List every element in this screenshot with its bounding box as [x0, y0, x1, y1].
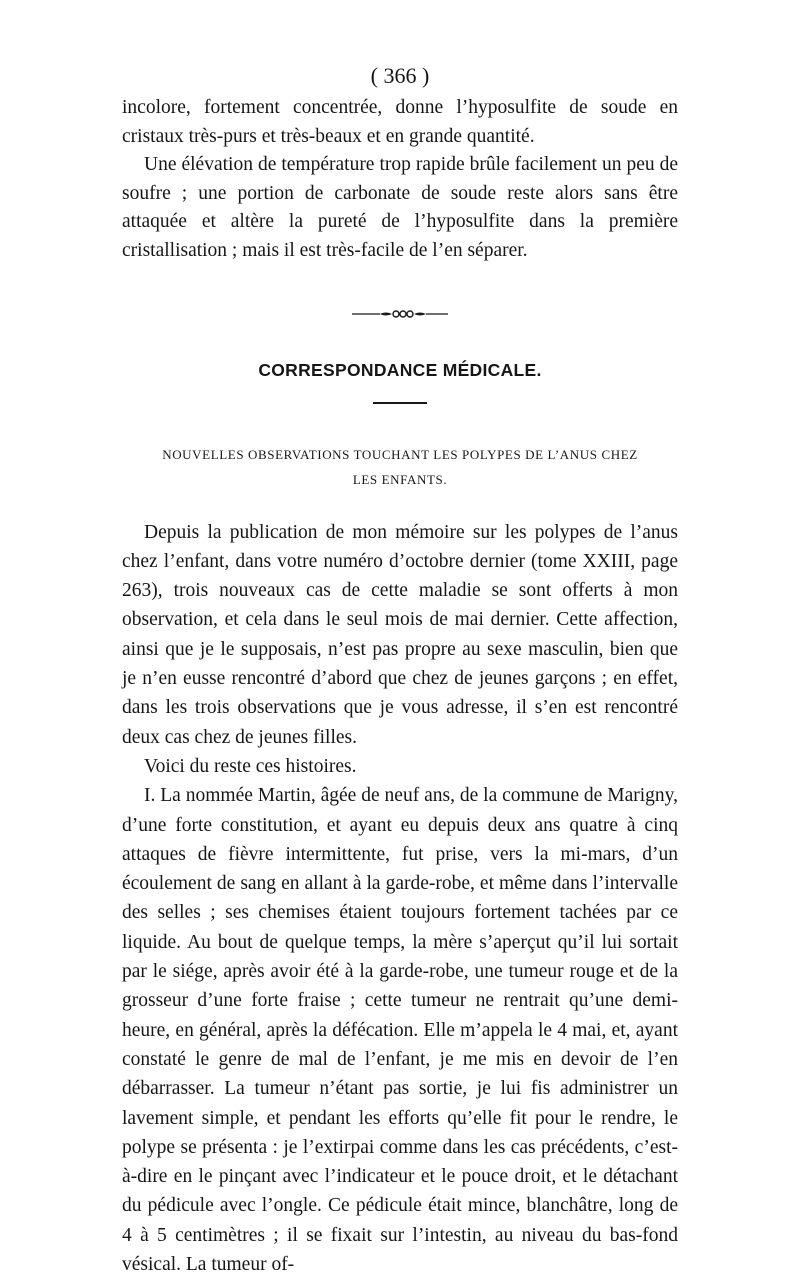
- section-rule: [373, 402, 427, 404]
- page: [122, 62, 678, 1279]
- article-title: [122, 442, 678, 492]
- body-paragraph-1: Depuis la publication de mon mémoire sur les polypes de l’anus chez l’enfant, dans votre numéro d’octobre dernier (tome XXIII, page 263), trois nouveaux cas de cette maladie se sont offerts à mon observation, et cela dans le seul mois de mai dernier. Cette affection, ainsi que je le supposais, n’est pas propre au sexe masculin, bien que je n’en eusse rencontré d’abord que chez de jeunes garçons ; en effet, dans les trois observations que je vous adresse, il s’en est rencontré deux cas chez de jeunes filles.: [122, 521, 678, 748]
- section-title: CORRESPONDANCE MÉDICALE.: [258, 359, 542, 380]
- body-paragraph-2: Voici du reste ces histoires.: [144, 755, 357, 777]
- intro-paragraph-2: Une élévation de température trop rapide brûle facilement un peu de soufre ; une portion de carbonate de soude reste alors sans être attaquée et altère la pureté de l’hyposulfite dans la première cristallisation ; mais il est très-facile de l’en séparer.: [122, 154, 678, 261]
- article-title-line-1: NOUVELLES OBSERVATIONS TOUCHANT LES POLYPES DE L’ANUS CHEZ: [162, 446, 638, 462]
- intro-paragraph-1: incolore, fortement concentrée, donne l’hyposulfite de soude en cristaux très-purs et très-beaux et en grande quantité.: [122, 97, 678, 147]
- article-title-line-2: LES ENFANTS.: [352, 471, 448, 487]
- ornament-divider: [122, 308, 678, 320]
- ornament-divider-icon: [350, 308, 450, 320]
- body-paragraph-3: I. La nommée Martin, âgée de neuf ans, de la commune de Marigny, d’une forte constitution, et ayant eu depuis deux ans quatre à cinq attaques de fièvre intermittente, fut prise, vers la mi-mars, d’un écoulement de sang en allant à la garde-robe, et même dans l’intervalle des selles ; ses chemises étaient toujours fortement tachées par ce liquide. Au bout de quelque temps, la mère s’aperçut qu’il lui sortait par le siége, après avoir été à la garde-robe, une tumeur rouge et de la grosseur d’une forte fraise ; cette tumeur ne rentrait qu’une demi-heure, en général, après la défécation. Elle m’appela le 4 mai, et, ayant constaté le genre de mal de l’enfant, je me mis en devoir de l’en débarrasser. La tumeur n’étant pas sortie, je lui fis administrer un lavement simple, et pendant les efforts qu’elle fit pour le rendre, le polype se présenta : je l’extirpai comme dans les cas précédents, c’est-à-dire en le pinçant avec l’indicateur et le pouce droit, et le détachant du pédicule avec l’ongle. Ce pédicule était mince, blanchâtre, long de 4 à 5 centimètres ; il se fixait sur l’intestin, au niveau du bas-fond vésical. La tumeur of-: [122, 785, 678, 1275]
- page-number: ( 366 ): [370, 63, 430, 88]
- article-body: [122, 518, 678, 1279]
